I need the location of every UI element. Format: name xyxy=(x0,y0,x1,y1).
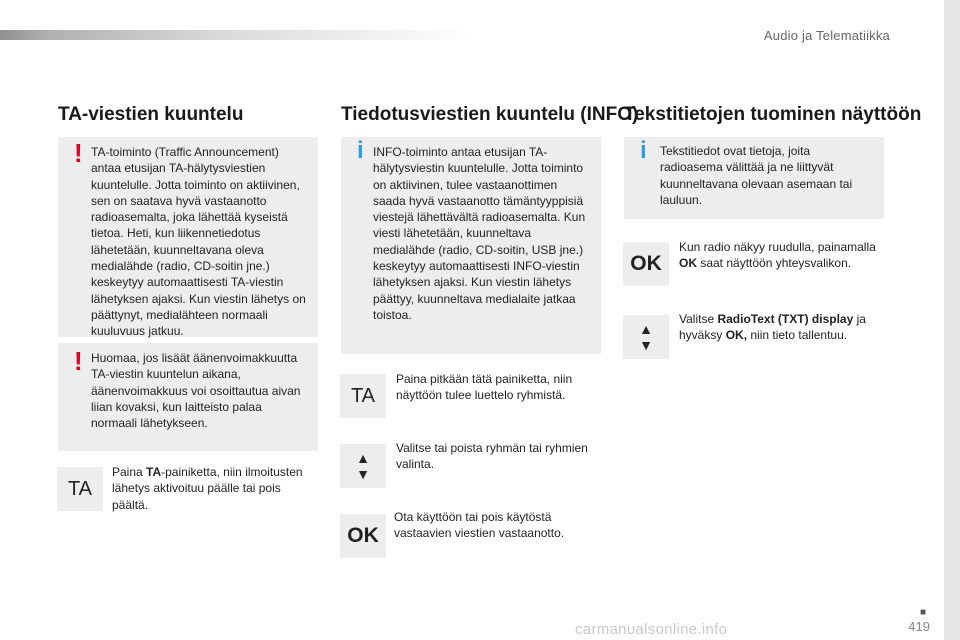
ok-key-label: OK xyxy=(630,252,662,275)
warning-box-ta xyxy=(58,137,318,337)
step-radiotext: Valitse RadioText (TXT) display ja hyväksy OK, niin tieto tallentuu. xyxy=(679,312,866,343)
info-box-text xyxy=(624,137,884,219)
info-text-text: Tekstitiedot ovat tietoja, joita radioasema välittää ja ne liittyvät kuunneltavana olevaan asemaan tai lauluun. xyxy=(660,144,853,207)
page-edge-strip xyxy=(944,0,960,640)
step-long-press: Paina pitkään tätä painiketta, niin näyttöön tulee luettelo ryhmistä. xyxy=(396,372,573,403)
page-number: 419 xyxy=(908,619,930,634)
col1-heading: TA-viestien kuuntelu xyxy=(58,104,244,125)
step-select-group: Valitse tai poista ryhmän tai ryhmien valinta. xyxy=(396,441,588,472)
exclamation-icon: ! xyxy=(74,346,83,376)
ok-key-icon xyxy=(623,242,669,286)
up-down-arrows-icon: ▲ ▼ xyxy=(623,315,669,359)
up-down-arrows-icon: ▲ ▼ xyxy=(340,444,386,488)
info-icon: i xyxy=(357,137,364,164)
info-box-info xyxy=(341,137,601,354)
ta-key-label: TA xyxy=(67,477,93,500)
section-title: Audio ja Telematiikka xyxy=(763,28,890,43)
ta-key-icon xyxy=(340,374,386,418)
info-icon: i xyxy=(640,137,647,164)
header-decor-line xyxy=(0,30,470,40)
info-text-info: INFO-toiminto antaa etusijan TA-hälytysviestin kuuntelulle. Jotta toiminto on aktiivinen, tulee vastaanottimen saada hyvä vastaanotto tämäntyyppisiä viestejä lähettävältä radioasemalta. Kun viesti lähetetään, kuunneltava medialähde (radio, CD-soitin, USB jne.) keskeytyy automaattisesti INFO-viestin lähetyksen ajaksi. Kun viestin lähetys päättyy, kuunneltava medialaite jatkaa toistoa. xyxy=(373,145,586,322)
warning-text-ta: TA-toiminto (Traffic Announcement) antaa etusijan TA-hälytysviestien kuuntelulle. Jotta toiminto on aktiivinen, sen on saatava hyvä vastaanotto radioasemalta, joka lähettää kyseistä tietoa. Heti, kun liikennetiedotus lähetetään, kuunneltavana oleva medialähde (radio, CD-soitin jne.) keskeytyy automaattisesti TA-viestin lähetyksen ajaksi. Kun viestin lähetys on päättynyt, medialähteen normaali kuuluvuus jatkuu. xyxy=(91,145,306,339)
step-toggle-reception: Ota käyttöön tai pois käytöstä vastaavien viestien vastaanotto. xyxy=(394,510,565,541)
col2-heading: Tiedotusviestien kuuntelu (INFO) xyxy=(341,104,639,125)
ta-key-icon xyxy=(57,467,103,511)
warning-box-volume xyxy=(58,343,318,451)
watermark: carmanualsonline.info xyxy=(575,621,728,638)
ok-key-icon xyxy=(340,514,386,558)
page-dots: ■ xyxy=(919,607,926,618)
ta-key-label: TA xyxy=(350,384,376,407)
step-context-menu: Kun radio näkyy ruudulla, painamalla OK saat näyttöön yhteysvalikon. xyxy=(679,240,876,271)
ok-key-label: OK xyxy=(347,524,379,547)
warning-text-volume: Huomaa, jos lisäät äänenvoimakkuutta TA-viestin kuuntelun aikana, äänenvoimakkuus voi osoittautua aivan liian kovaksi, kun laitteisto palaa normaali lähetykseen. xyxy=(91,351,301,431)
step-ta-press: Paina TA-painiketta, niin ilmoitusten lähetys aktivoituu päälle tai pois päältä. xyxy=(112,465,303,512)
col3-heading: Tekstitietojen tuominen näyttöön xyxy=(624,104,922,125)
exclamation-icon: ! xyxy=(74,138,83,168)
